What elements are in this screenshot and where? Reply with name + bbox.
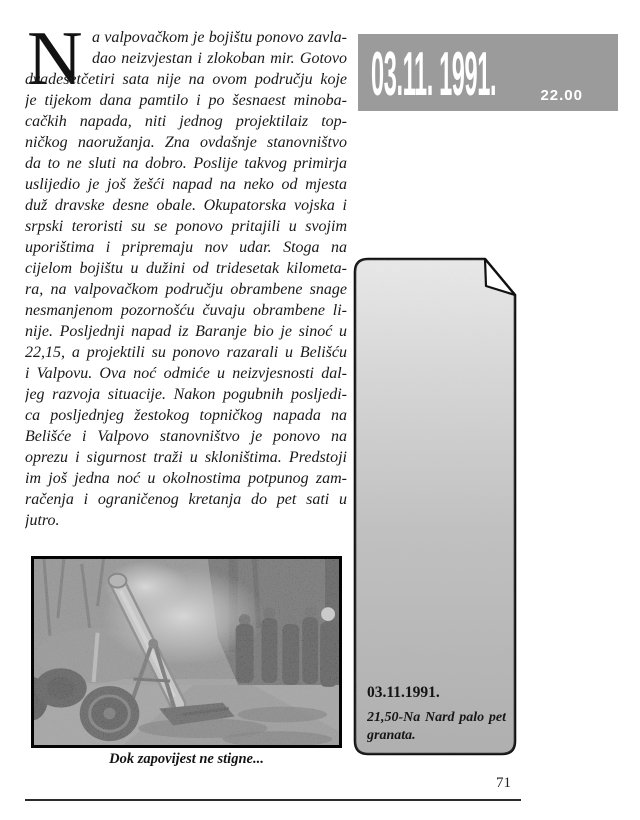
text-line: jeg razvoja situacije. Nakon pogubnih posljedi-: [25, 386, 347, 403]
date-banner: [358, 34, 618, 111]
text-line: ničkog naoružanja. Zna ovdašnje stanovništvo: [25, 134, 347, 151]
text-line: duž dravske desne obale. Okupatorska vojska i: [25, 197, 347, 214]
page-number: 71: [496, 775, 511, 791]
text-line: dvadesetčetiri sata nije na ovom području koje: [25, 71, 347, 88]
text-line: Belišće i Valpovo stanovništvo je ponovo na: [25, 428, 347, 445]
note-text-lines: [367, 709, 506, 745]
article-text: [25, 27, 347, 531]
text-line: a valpovačkom je bojištu ponovo zavla-: [92, 29, 347, 46]
text-line: srpski teroristi su se ponovo pritajili u svojim: [25, 218, 347, 235]
footer-rule: [25, 799, 521, 801]
photo-frame: [31, 556, 342, 748]
text-line: nije. Posljednji napad iz Baranje bio je sinoć u: [25, 323, 347, 340]
text-line: cijelom bojištu u dužini od tridesetak kilometa-: [25, 260, 347, 277]
text-line: ca posljednjeg žestokog topničkog napada na: [25, 407, 347, 424]
text-line: ra, na valpovačkom području obrambene snage: [25, 281, 347, 298]
banner-time-text: 22.00: [540, 87, 583, 104]
note-line: granata.: [367, 728, 416, 743]
text-line: jutro.: [25, 512, 60, 529]
note-date: 03.11.1991.: [367, 684, 440, 701]
text-line: cačkih napada, niti jednog projektilaiz top-: [25, 113, 347, 130]
text-line: oprezu i sigurnost traži u skloništima. Predstoji: [25, 449, 347, 466]
folded-paper-shape: [352, 256, 518, 757]
text-line: je tijekom dana pamtilo i po šesnaest minoba-: [25, 92, 347, 109]
text-line: račenja i ograničenog kretanja do pet sati u: [25, 491, 347, 508]
text-line: da to ne sluti na dobro. Poslije takvog primirja: [25, 155, 347, 172]
text-line: uslijedio je još žešći napad na neko od mjesta: [25, 176, 347, 193]
photo-caption: Dok zapovijest ne stigne...: [109, 751, 264, 767]
text-line: im još jedna noć u okolnostima potpunog zam-: [25, 470, 347, 487]
text-line: dao neizvjestan i zlokoban mir. Gotovo: [92, 50, 347, 67]
text-line: i Valpovu. Ova noć odmiće u neizvjesnosti dal-: [25, 365, 347, 382]
note-text: [367, 684, 506, 745]
banner-date-text: 03.11. 1991.: [371, 40, 497, 109]
mortar-in-forest-photo: [34, 559, 339, 745]
text-line: uporištima i pripremaju nov udar. Stoga na: [25, 239, 347, 256]
text-line: 22,15, a projektili su ponovo razarali u Belišću: [25, 344, 347, 361]
text-line: nesmanjenom pozornošću čuvaju obrambene li-: [25, 302, 347, 319]
note-panel: [352, 256, 518, 757]
note-line: 21,50-Na Nard palo pet: [367, 710, 506, 725]
drop-cap: N: [27, 15, 83, 101]
